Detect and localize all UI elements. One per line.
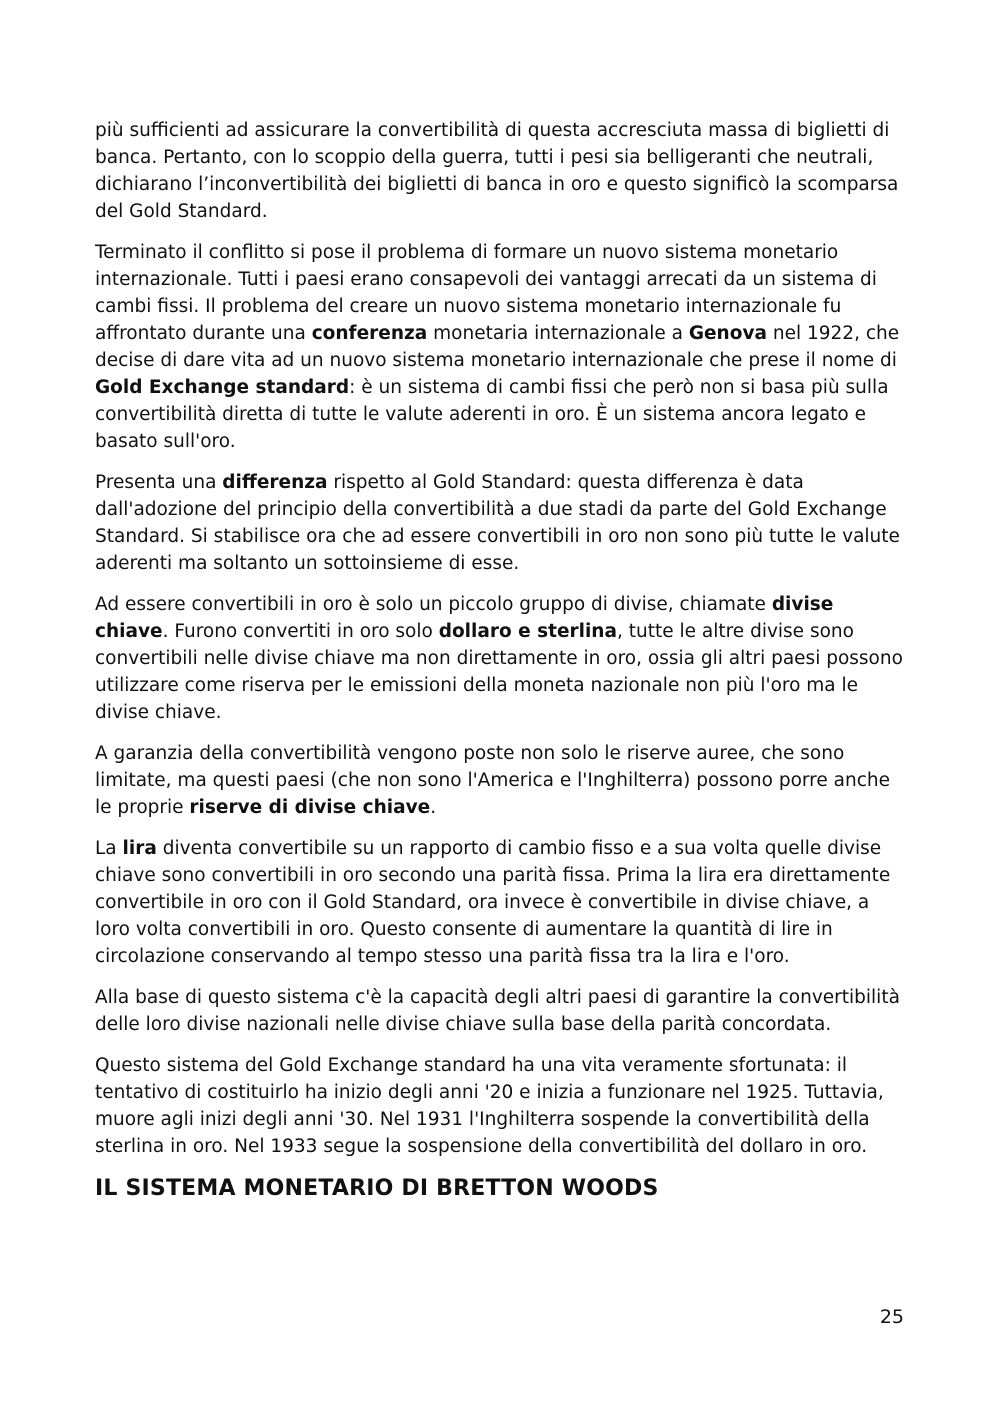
- section-heading: IL SISTEMA MONETARIO DI BRETTON WOODS: [95, 1176, 659, 1201]
- text-run: , tutte le altre divise sono convertibili nelle divise chiave ma non direttamente in oro, ossia gli altri paesi possono utilizzare come riserva per le emissioni della moneta nazionale non più l'oro ma le divise chiave.: [95, 621, 903, 723]
- text-run: più sufficienti ad assicurare la convertibilità di questa accresciuta massa di biglietti di banca. Pertanto, con lo scoppio della guerra, tutti i pesi sia belligeranti che neutrali, dichiarano l’inconvertibilità dei biglietti di banca in oro e questo significò la scomparsa del Gold Standard.: [95, 120, 899, 222]
- text-run: .: [430, 797, 437, 818]
- bold-term: Genova: [688, 323, 767, 344]
- text-run: monetaria internazionale a: [427, 323, 689, 344]
- text-run: rispetto al Gold Standard: questa differenza è data dall'adozione del principio della convertibilità a due stadi da parte del Gold Exchange Standard. Si stabilisce ora che ad essere convertibili in oro non sono più tutte le valute aderenti ma soltanto un sottoinsieme di esse.: [95, 472, 900, 574]
- text-run: La: [95, 838, 123, 859]
- paragraph: [95, 117, 910, 225]
- bold-term: conferenza: [311, 323, 428, 344]
- bold-term: dollaro e sterlina: [438, 621, 617, 642]
- bold-term: lira: [122, 838, 157, 859]
- paragraph: [95, 239, 910, 455]
- paragraph: [95, 740, 910, 821]
- bold-term: Gold Exchange standard: [95, 377, 350, 398]
- text-run: Questo sistema del Gold Exchange standard ha una vita veramente sfortunata: il tentativo di costituirlo ha inizio degli anni '20 e inizia a funzionare nel 1925. Tuttavia, muore agli inizi degli anni '30. Nel 1931 l'Inghilterra sospende la convertibilità della sterlina in oro. Nel 1933 segue la sospensione della convertibilità del dollaro in oro.: [95, 1055, 884, 1157]
- text-run: diventa convertibile su un rapporto di cambio fisso e a sua volta quelle divise chiave sono convertibili in oro secondo una parità fissa. Prima la lira era direttamente convertibile in oro con il Gold Standard, ora invece è convertibile in divise chiave, a loro volta convertibili in oro. Questo consente di aumentare la quantità di lire in circolazione conservando al tempo stesso una parità fissa tra la lira e l'oro.: [95, 838, 891, 967]
- bold-term: differenza: [222, 472, 328, 493]
- body-text: [95, 117, 910, 1160]
- text-run: Presenta una: [95, 472, 223, 493]
- paragraph: [95, 835, 910, 970]
- text-run: nel 1922, che decise di dare vita ad un nuovo sistema monetario internazionale che prese il nome di: [95, 323, 900, 371]
- bold-term: riserve di divise chiave: [189, 797, 431, 818]
- bold-term: divise chiave: [95, 594, 834, 642]
- paragraph: [95, 591, 910, 726]
- text-run: Terminato il conflitto si pose il problema di formare un nuovo sistema monetario internazionale. Tutti i paesi erano consapevoli dei vantaggi arrecati da un sistema di cambi fissi. Il problema del creare un nuovo sistema monetario internazionale fu affrontato durante una: [95, 242, 877, 344]
- page-number: 25: [879, 1306, 904, 1328]
- paragraph: [95, 469, 910, 577]
- paragraph: [95, 1052, 910, 1160]
- text-run: A garanzia della convertibilità vengono poste non solo le riserve auree, che sono limitate, ma questi paesi (che non sono l'America e l'Inghilterra) possono porre anche le proprie: [95, 743, 890, 818]
- document-page: [95, 117, 910, 1204]
- text-run: : è un sistema di cambi fissi che però non si basa più sulla convertibilità diretta di tutte le valute aderenti in oro. È un sistema ancora legato e basato sull'oro.: [95, 377, 889, 452]
- text-run: . Furono convertiti in oro solo: [162, 621, 439, 642]
- text-run: Alla base di questo sistema c'è la capacità degli altri paesi di garantire la convertibilità delle loro divise nazionali nelle divise chiave sulla base della parità concordata.: [95, 987, 900, 1035]
- paragraph: [95, 984, 910, 1038]
- text-run: Ad essere convertibili in oro è solo un piccolo gruppo di divise, chiamate: [95, 594, 772, 615]
